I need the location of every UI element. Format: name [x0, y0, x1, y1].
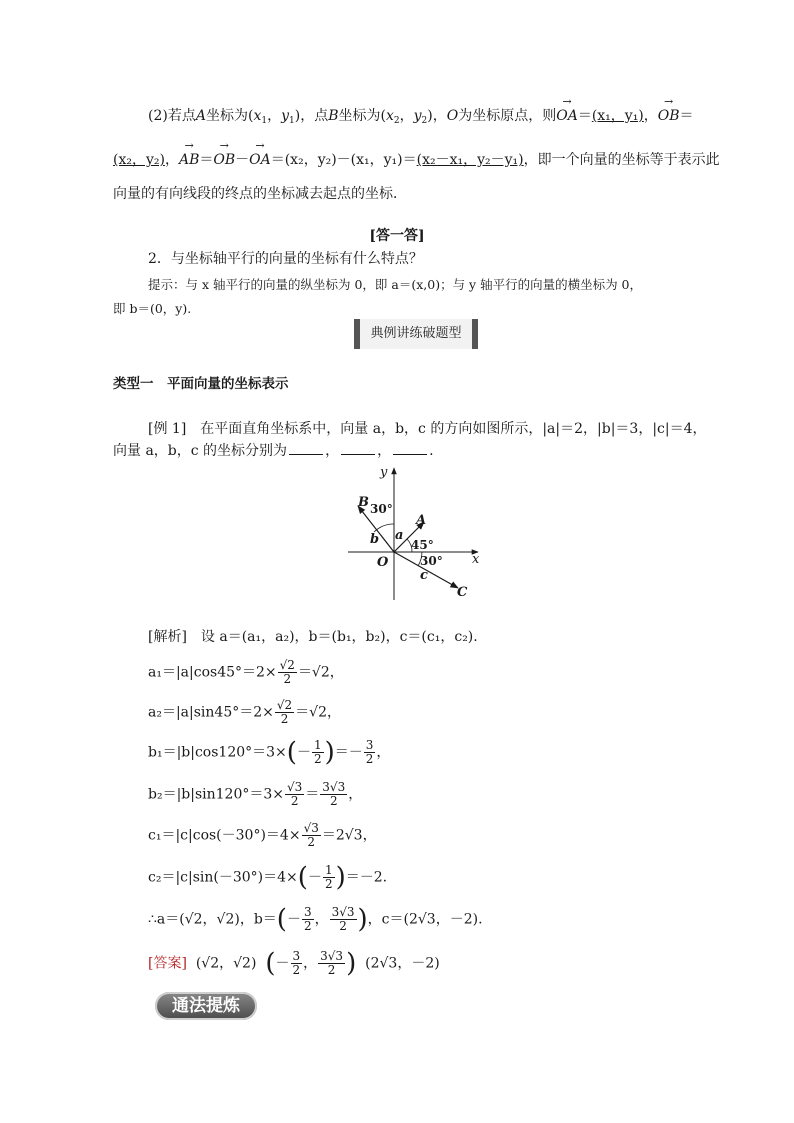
qa-question: 2．与坐标轴平行的向量的坐标有什么特点？ [148, 251, 423, 267]
label-c-point: C [457, 585, 468, 600]
answer-oa: (x₁，y₁) [591, 108, 644, 124]
solution-c2: c₂＝|c|sin(－30°)＝4×(－ $\frac{1}{2}$ )＝－2. [148, 862, 388, 893]
solution-c1: c₁＝|c|cos(－30°)＝4× $\frac{√3}{2}$ ＝2√3， [148, 821, 377, 849]
solution-b1: b₁＝|b|cos120°＝3×(－ $\frac{1}{2}$ )＝－ $\frac{3}{2}$ ， [148, 737, 391, 768]
answer-line: [答案] (√2，√2) (－ $\frac{3}{2}$ ， $\frac{3√3}{2}$ ) (2√3，－2) [148, 948, 440, 979]
solution-a2: a₂＝|a|sin45°＝2× $\frac{√2}{2}$ ＝√2， [148, 698, 341, 726]
para2-line2: (x₂，y₂)，→ AB＝→ OB－→ OA＝(x₂，y₂)－(x₁，y₁)＝(x₂－x₁，y₂－y₁)，即一个向量的坐标等于表示此 [113, 150, 720, 170]
label-a-point: A [416, 513, 427, 528]
label-angle-45: 45° [411, 538, 434, 552]
example-line2: 向量 a，b，c 的坐标分别为 ， ， . [113, 443, 434, 459]
blank-c [393, 442, 427, 455]
solution-conclusion: ∴a＝(√2，√2)，b＝(－ $\frac{3}{2}$ ， $\frac{3√3}{2}$ )，c＝(2√3，－2). [148, 904, 483, 935]
solution-a1: a₁＝|a|cos45°＝2× $\frac{√2}{2}$ ＝√2， [148, 658, 344, 686]
qa-hint-line1: 提示：与 x 轴平行的向量的纵坐标为 0，即 a＝(x,0)；与 y 轴平行的向量的横坐标为 0， [148, 277, 643, 292]
blank-b [341, 442, 375, 455]
label-vec-a: a [395, 528, 404, 543]
label-angle-30-bottom: 30° [420, 554, 443, 568]
vector-oa: → OA [556, 106, 578, 126]
label-o: O [377, 555, 389, 570]
blank-a [289, 442, 323, 455]
type1-heading: 类型一 平面向量的坐标表示 [113, 376, 289, 392]
label-b-point: B [358, 495, 369, 510]
answer-label: [答案] [148, 955, 187, 972]
solution-b2: b₂＝|b|sin120°＝3× $\frac{√3}{2}$ ＝ $\frac{3√3}{2}$ ， [148, 780, 363, 808]
label-y: y [380, 465, 388, 480]
answer-ob: (x₂，y₂) [113, 152, 165, 168]
para2-line3: 向量的有向线段的终点的坐标减去起点的坐标． [113, 186, 407, 202]
vector-figure [330, 462, 490, 604]
para2-line1: (2)若点A坐标为($x_1$，$y_1$)，点B坐标为($x_2$，$y_2$)，O为坐标原点，则→ OA＝(x₁，y₁)，→ OB＝ [148, 106, 694, 131]
section-tag: 典例讲练破题型 [354, 319, 478, 349]
qa-title: [答一答] [369, 228, 425, 244]
answer-ab: (x₂－x₁，y₂－y₁) [416, 152, 524, 168]
example-line1: [例 1] 在平面直角坐标系中，向量 a，b，c 的方向如图所示，|a|＝2，|b|＝3，|c|＝4， [148, 421, 707, 437]
label-vec-b: b [370, 532, 380, 547]
label-angle-30-top: 30° [370, 502, 393, 516]
qa-hint-line2: 即 b＝(0，y). [113, 301, 192, 316]
solution-head: [解析] 设 a＝(a₁，a₂)，b＝(b₁，b₂)，c＝(c₁，c₂). [148, 629, 478, 645]
method-badge: 通法提炼 [155, 992, 257, 1020]
label-x: x [472, 552, 480, 567]
label-vec-c: c [420, 568, 428, 583]
vector-ob: → OB [658, 106, 680, 126]
